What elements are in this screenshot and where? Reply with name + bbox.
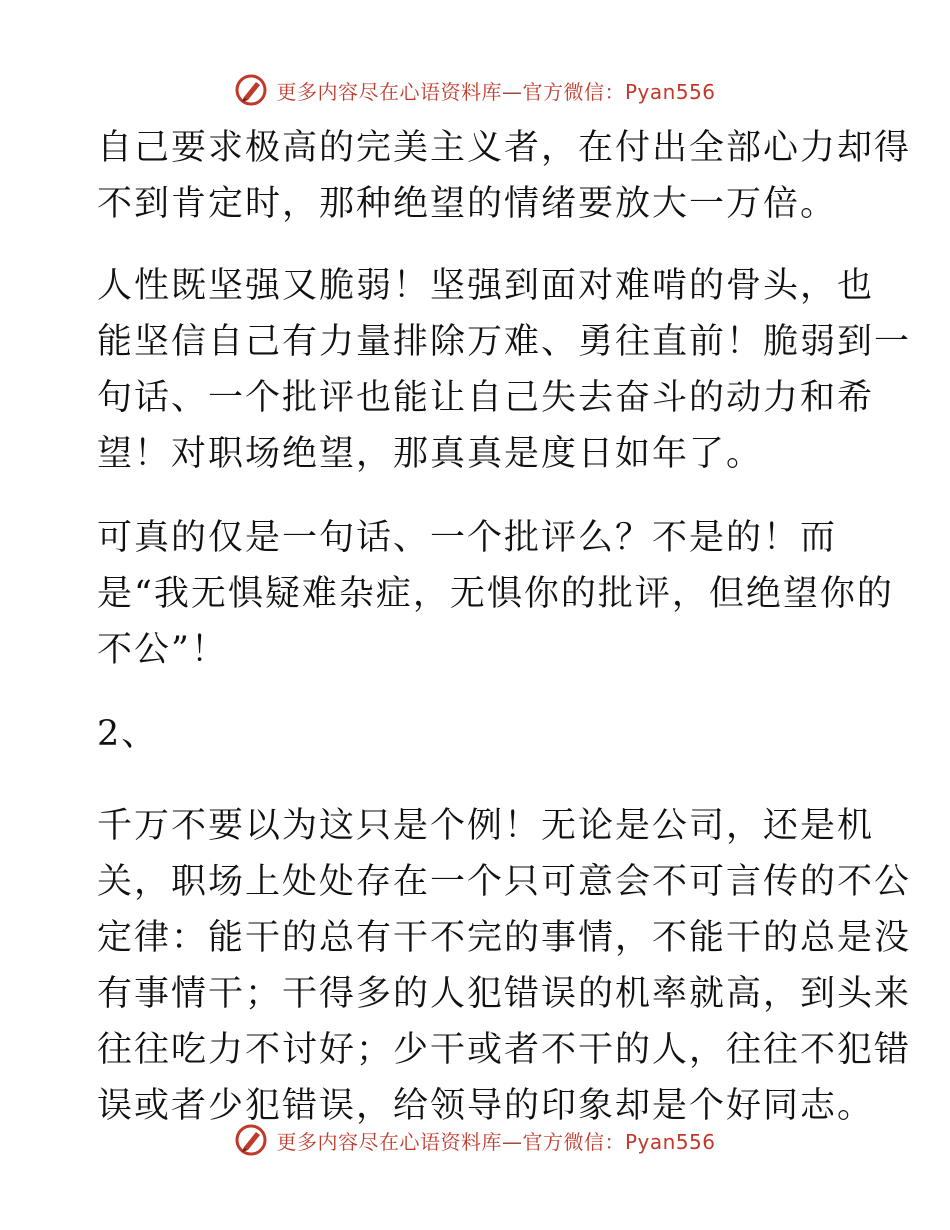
paragraph-1 — [97, 120, 912, 232]
text-line: 误或者少犯错误，给领导的印象却是个好同志。 — [97, 1086, 875, 1126]
text-line: 不到肯定时，那种绝望的情绪要放大一万倍。 — [97, 184, 838, 224]
text-line: 定律：能干的总有干不完的事情，不能干的总是没 — [97, 918, 912, 958]
section-number — [97, 706, 857, 762]
banner-separator: — — [501, 1129, 523, 1154]
paragraph-2 — [97, 258, 912, 482]
text-line: 有事情干；干得多的人犯错误的机率就高，到头来 — [97, 974, 912, 1014]
text-line: 千万不要以为这只是个例！无论是公司，还是机 — [97, 806, 875, 846]
text-line: 2、 — [97, 714, 159, 754]
pen-logo-icon — [234, 73, 268, 107]
banner-wechat-label: 官方微信： — [522, 79, 625, 104]
banner-separator: — — [501, 79, 523, 104]
paragraph-3 — [97, 510, 894, 678]
banner-text — [276, 1126, 715, 1155]
pen-logo-icon — [234, 1123, 268, 1157]
text-line: 望！对职场绝望，那真真是度日如年了。 — [97, 434, 764, 474]
text-line: 关，职场上处处存在一个只可意会不可言传的不公 — [97, 862, 912, 902]
text-line: 是“我无惧疑难杂症，无惧你的批评，但绝望你的 — [97, 574, 894, 614]
document-body — [97, 120, 912, 1134]
text-line: 不公”！ — [97, 630, 228, 670]
footer-banner — [0, 1120, 950, 1160]
header-banner — [0, 70, 950, 110]
text-line: 能坚信自己有力量排除万难、勇往直前！脆弱到一 — [97, 322, 912, 362]
banner-title: 更多内容尽在心语资料库 — [276, 79, 502, 104]
text-line: 人性既坚强又脆弱！坚强到面对难啃的骨头，也 — [97, 266, 875, 306]
text-line: 可真的仅是一句话、一个批评么？不是的！而 — [97, 518, 838, 558]
text-line: 自己要求极高的完美主义者，在付出全部心力却得 — [97, 128, 912, 168]
text-line: 句话、一个批评也能让自己失去奋斗的动力和希 — [97, 378, 875, 418]
banner-wechat-label: 官方微信： — [522, 1129, 625, 1154]
banner-wechat-id: Pyan556 — [624, 79, 716, 104]
banner-title: 更多内容尽在心语资料库 — [276, 1129, 502, 1154]
text-line: 往往吃力不讨好；少干或者不干的人，往往不犯错 — [97, 1030, 912, 1070]
paragraph-4 — [97, 798, 912, 1134]
banner-text — [276, 76, 715, 105]
banner-wechat-id: Pyan556 — [624, 1129, 716, 1154]
